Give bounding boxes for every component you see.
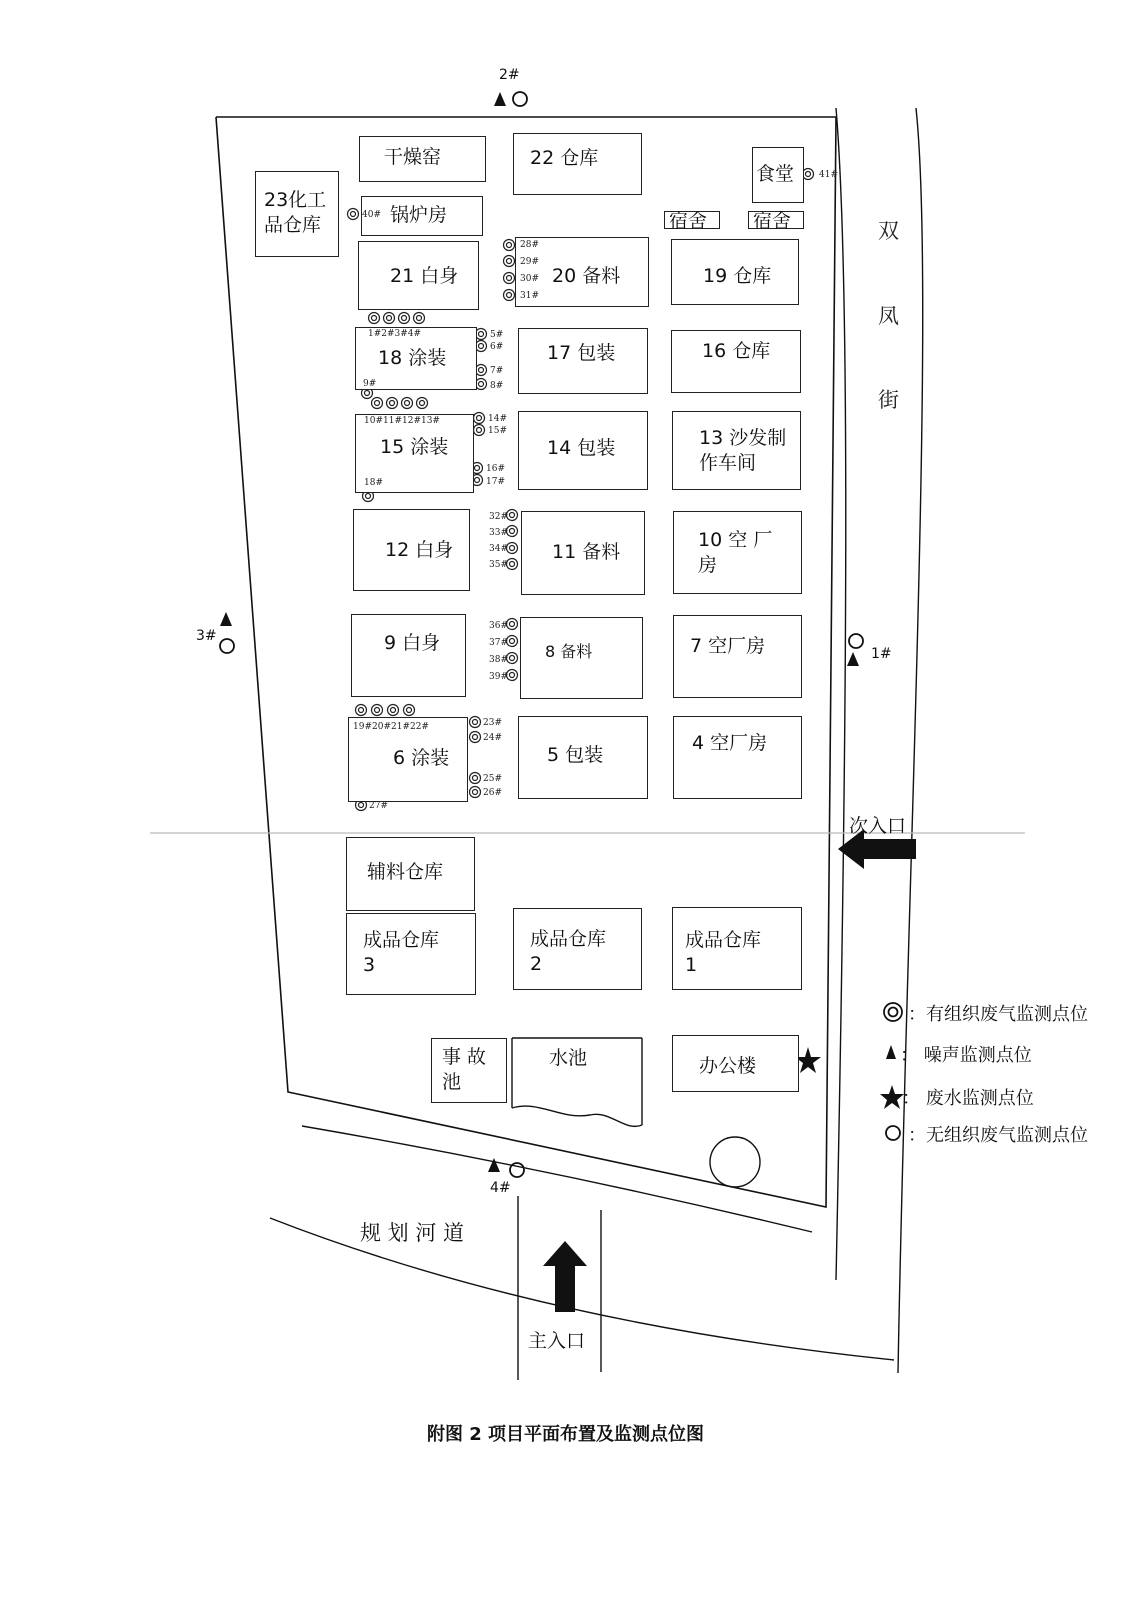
building-19-label: 19 仓库	[703, 265, 772, 287]
boundary-point-2-label: 2#	[499, 67, 520, 83]
fugitive-gas-point-2-icon	[513, 92, 527, 106]
point-8-label: 8#	[490, 381, 504, 391]
building-aux-label: 辅料仓库	[367, 861, 444, 883]
organized-gas-point-icon	[507, 559, 518, 570]
noise-point-2-icon	[494, 92, 506, 106]
building-finished-goods-3	[346, 913, 476, 995]
point-16-label: 16#	[486, 464, 505, 474]
organized-gas-point-icon	[507, 526, 518, 537]
organized-gas-point-icon	[474, 425, 485, 436]
building-11	[521, 511, 645, 595]
building-19	[671, 239, 799, 305]
point-35-label: 35#	[489, 560, 508, 570]
building-9	[351, 614, 466, 697]
building-13	[672, 411, 801, 490]
organized-gas-point-icon	[470, 717, 481, 728]
point-41-label: 41#	[819, 170, 838, 180]
building-dorm-2	[748, 210, 804, 232]
noise-point-3-icon	[220, 612, 232, 626]
building-16	[671, 330, 801, 393]
building-23-label: 23化工 品仓库	[264, 189, 327, 236]
legend-noise-icon	[886, 1045, 896, 1059]
building-dorm-1-label: 宿舍	[669, 210, 708, 232]
building-14-label: 14 包装	[547, 437, 616, 459]
organized-gas-point-icon	[476, 379, 487, 390]
pool-label: 水池	[549, 1047, 588, 1069]
building-22-label: 22 仓库	[530, 147, 599, 169]
building-7	[673, 615, 802, 698]
legend-wastewater	[902, 1084, 1034, 1110]
organized-gas-point-icon	[507, 543, 518, 554]
point-26-label: 26#	[483, 788, 502, 798]
organized-gas-point-icon	[372, 398, 383, 409]
legend-noise-text: ： 噪声监测点位	[900, 1045, 1032, 1066]
round-structure	[710, 1137, 760, 1187]
building-dryer	[359, 136, 486, 182]
point-32-label: 32#	[489, 512, 508, 522]
building-18-label: 18 涂装	[378, 347, 447, 369]
building-21	[358, 241, 479, 310]
building-8	[520, 617, 643, 699]
point-39-label: 39#	[489, 672, 508, 682]
point-33-label: 33#	[489, 528, 508, 538]
building-11-label: 11 备料	[552, 541, 621, 563]
organized-gas-point-icon	[369, 313, 380, 324]
point-7-label: 7#	[490, 366, 504, 376]
organized-gas-point-icon	[402, 398, 413, 409]
organized-gas-point-icon	[476, 341, 487, 352]
street-name-char-3: 街	[878, 388, 899, 412]
point-25-label: 25#	[483, 774, 502, 784]
building-21-label: 21 白身	[390, 265, 459, 287]
organized-gas-point-icon	[507, 636, 518, 647]
main-entrance-arrow-icon	[543, 1241, 587, 1312]
building-7-label: 7 空厂房	[690, 635, 766, 657]
building-fp2-label: 成品仓库 2	[530, 928, 607, 975]
legend-organized-gas-text: ：有组织废气监测点位	[908, 1004, 1088, 1025]
point-17-label: 17#	[486, 477, 505, 487]
legend-organized-gas-icon	[884, 1003, 902, 1021]
fugitive-gas-point-4-icon	[510, 1163, 524, 1177]
building-dorm-1	[664, 210, 720, 232]
noise-point-4-icon	[488, 1158, 500, 1172]
organized-gas-point-icon	[507, 653, 518, 664]
building-17-label: 17 包装	[547, 342, 616, 364]
building-23-chemical-warehouse	[255, 171, 339, 257]
figure-caption: 附图 2 项目平面布置及监测点位图	[426, 1424, 705, 1445]
building-14	[518, 411, 648, 490]
building-22-warehouse	[513, 133, 642, 195]
building-canteen	[752, 147, 804, 203]
legend-wastewater-text: ： 废水监测点位	[902, 1088, 1034, 1109]
planned-river-label: 规 划 河 道	[360, 1221, 465, 1245]
secondary-entrance-label: 次入口	[849, 815, 907, 837]
point-40-label: 40#	[362, 210, 381, 220]
point-36-label: 36#	[489, 621, 508, 631]
main-entrance-label: 主入口	[528, 1330, 586, 1352]
legend-fugitive-gas	[908, 1121, 1088, 1147]
building-canteen-label: 食堂	[756, 163, 795, 185]
fugitive-gas-point-1-icon	[849, 634, 863, 648]
building-5	[518, 716, 648, 799]
point-34-label: 34#	[489, 544, 508, 554]
building-4	[673, 716, 802, 799]
building-12	[353, 509, 470, 591]
street-name-char-1: 双	[878, 219, 899, 243]
organized-gas-point-icon	[356, 705, 367, 716]
street-line-left	[836, 108, 846, 1280]
street-line-right	[898, 108, 923, 1373]
building-13-label: 13 沙发制 作车间	[699, 427, 787, 474]
point-38-label: 38#	[489, 655, 508, 665]
point-31-label: 31#	[520, 291, 539, 301]
building-office	[672, 1035, 799, 1092]
organized-gas-point-icon	[388, 705, 399, 716]
building-dorm-2-label: 宿舍	[753, 210, 792, 232]
point-6-label: 6#	[490, 342, 504, 352]
point-10-13-label: 10#11#12#13#	[364, 416, 440, 426]
organized-gas-point-icon	[476, 329, 487, 340]
building-10	[673, 511, 802, 594]
fugitive-gas-point-3-icon	[220, 639, 234, 653]
building-12-label: 12 白身	[385, 539, 454, 561]
building-6-label: 6 涂装	[393, 747, 450, 769]
organized-gas-point-icon	[417, 398, 428, 409]
building-16-label: 16 仓库	[702, 340, 771, 362]
organized-gas-point-icon	[348, 209, 359, 220]
building-fp3-label: 成品仓库 3	[363, 929, 440, 976]
organized-gas-point-icon	[504, 256, 515, 267]
organized-gas-point-icon	[474, 413, 485, 424]
boundary-point-3-label: 3#	[196, 628, 217, 644]
building-15-label: 15 涂装	[380, 436, 449, 458]
point-5-label: 5#	[490, 330, 504, 340]
point-9-label: 9#	[363, 379, 377, 389]
building-boiler-label: 锅炉房	[390, 204, 448, 226]
organized-gas-point-icon	[387, 398, 398, 409]
building-17	[518, 328, 648, 394]
point-23-label: 23#	[483, 718, 502, 728]
organized-gas-point-icon	[470, 787, 481, 798]
point-28-label: 28#	[520, 240, 539, 250]
building-finished-goods-1	[672, 907, 802, 990]
building-4-label: 4 空厂房	[692, 732, 768, 754]
building-finished-goods-2	[513, 908, 642, 990]
point-24-label: 24#	[483, 733, 502, 743]
pool-wave	[512, 1106, 642, 1126]
organized-gas-point-icon	[803, 169, 814, 180]
point-29-label: 29#	[520, 257, 539, 267]
organized-gas-point-icon	[507, 619, 518, 630]
point-27-label: 27#	[369, 801, 388, 811]
organized-gas-point-icon	[399, 313, 410, 324]
organized-gas-point-icon	[372, 705, 383, 716]
legend-organized-gas	[908, 1000, 1088, 1026]
organized-gas-point-icon	[504, 240, 515, 251]
organized-gas-point-icon	[476, 365, 487, 376]
legend-wastewater-icon	[880, 1085, 904, 1109]
building-office-label: 办公楼	[699, 1055, 757, 1077]
organized-gas-point-icon	[504, 273, 515, 284]
building-accident-label: 事 故 池	[442, 1046, 487, 1093]
building-auxiliary-warehouse	[346, 837, 475, 911]
organized-gas-point-icon	[507, 510, 518, 521]
point-14-label: 14#	[488, 414, 507, 424]
point-1-4-label: 1#2#3#4#	[368, 329, 422, 339]
point-18-label: 18#	[364, 478, 383, 488]
building-accident-pool	[431, 1038, 507, 1103]
street-name-char-2: 凤	[878, 304, 899, 328]
organized-gas-point-icon	[507, 670, 518, 681]
building-5-label: 5 包装	[547, 744, 604, 766]
organized-gas-point-icon	[470, 773, 481, 784]
organized-gas-point-icon	[404, 705, 415, 716]
building-fp1-label: 成品仓库 1	[685, 929, 762, 976]
point-37-label: 37#	[489, 638, 508, 648]
organized-gas-point-icon	[470, 732, 481, 743]
organized-gas-point-icon	[384, 313, 395, 324]
point-15-label: 15#	[488, 426, 507, 436]
legend-noise	[900, 1041, 1032, 1067]
organized-gas-point-icon	[504, 290, 515, 301]
building-8-label: 8 备料	[545, 642, 593, 661]
noise-point-1-icon	[847, 652, 859, 666]
organized-gas-point-icon	[414, 313, 425, 324]
building-9-label: 9 白身	[384, 632, 441, 654]
building-20-label: 20 备料	[552, 265, 621, 287]
boundary-point-4-label: 4#	[490, 1180, 511, 1196]
legend-fugitive-gas-icon	[886, 1126, 900, 1140]
building-10-label: 10 空 厂 房	[698, 529, 773, 576]
legend-fugitive-gas-text: ：无组织废气监测点位	[908, 1125, 1088, 1146]
point-30-label: 30#	[520, 274, 539, 284]
building-dryer-label: 干燥窑	[384, 146, 442, 168]
point-19-22-label: 19#20#21#22#	[353, 722, 429, 732]
boundary-point-1-label: 1#	[871, 646, 892, 662]
